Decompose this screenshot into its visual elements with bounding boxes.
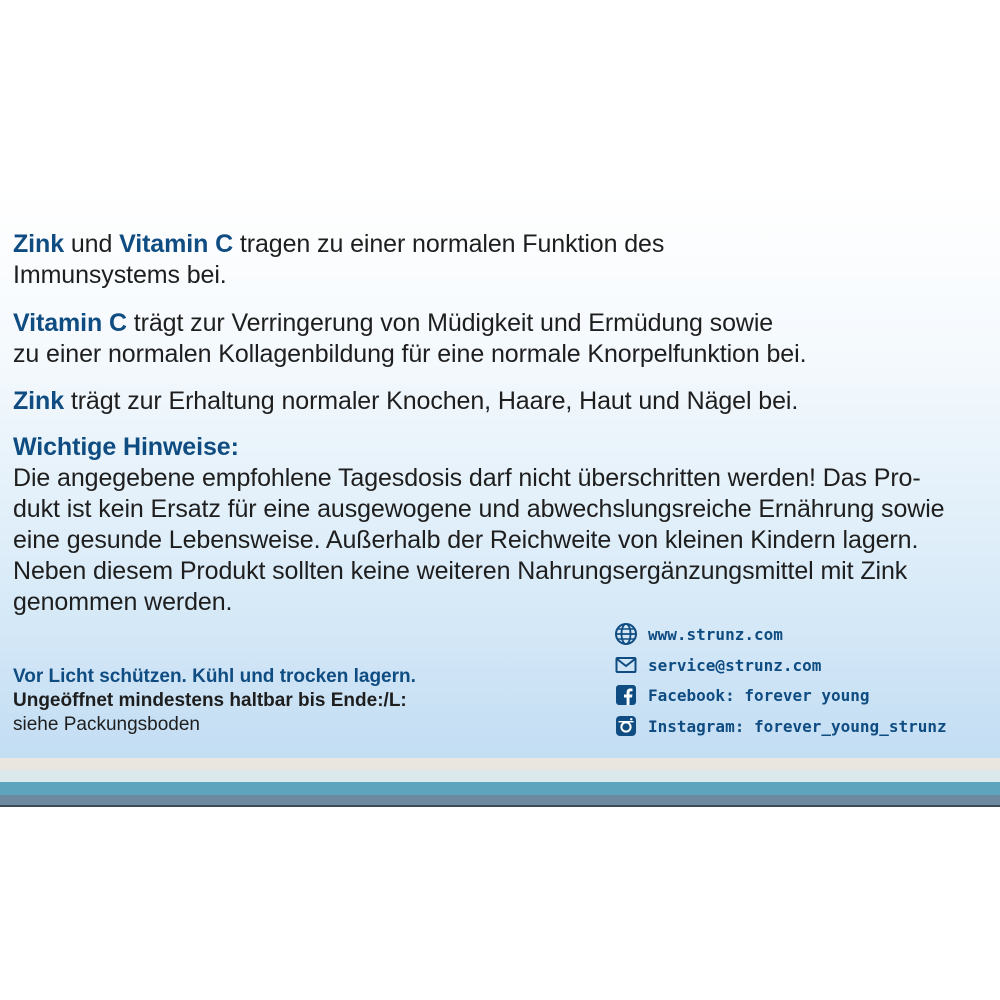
facebook-icon: [614, 683, 638, 707]
instagram-icon: [614, 714, 638, 738]
decorative-stripe-slate: [0, 795, 1000, 805]
contact-facebook[interactable]: [614, 682, 870, 708]
notes-line: Die angegebene empfohlene Tagesdosis darf nicht überschritten werden! Das Pro-: [13, 464, 921, 492]
claim-text: zu einer normalen Kollagenbildung für eine normale Knorpelfunktion bei.: [13, 340, 807, 368]
contact-email[interactable]: [614, 652, 821, 678]
decorative-stripe-dark: [0, 805, 1000, 807]
contact-website[interactable]: [614, 621, 783, 647]
claim-zinc: [13, 386, 798, 417]
contact-website-text: www.strunz.com: [648, 624, 783, 644]
contact-instagram[interactable]: [614, 713, 947, 739]
best-before-label: Ungeöffnet mindestens haltbar bis Ende:/L:: [13, 690, 407, 711]
contact-facebook-text: Facebook: forever young: [648, 685, 870, 705]
claim-vitamin-c: [13, 308, 806, 370]
storage-info: [13, 665, 416, 737]
claim-text: und: [64, 230, 120, 258]
contact-instagram-text: Instagram: forever_young_strunz: [648, 716, 947, 736]
notes-line: eine gesunde Lebensweise. Außerhalb der Reichweite von kleinen Kindern lagern.: [13, 526, 919, 554]
notes-line: dukt ist kein Ersatz für eine ausgewogene und abwechslungsreiche Ernährung sowie: [13, 495, 945, 523]
notes-line: Neben diesem Produkt sollten keine weiteren Nahrungsergänzungsmittel mit Zink: [13, 557, 908, 585]
globe-icon: [614, 622, 638, 646]
claim-text: Immunsystems bei.: [13, 261, 227, 289]
envelope-icon: [614, 653, 638, 677]
storage-instruction: Vor Licht schützen. Kühl und trocken lagern.: [13, 666, 416, 687]
notes-heading: Wichtige Hinweise:: [13, 433, 239, 461]
claim-text: tragen zu einer normalen Funktion des: [233, 230, 665, 258]
notes-line: genommen werden.: [13, 588, 233, 616]
contact-email-text: service@strunz.com: [648, 655, 822, 675]
claim-keyword: Zink: [13, 230, 64, 258]
claim-keyword: Vitamin C: [119, 230, 234, 258]
claim-keyword: Vitamin C: [13, 309, 127, 337]
claim-text: trägt zur Erhaltung normaler Knochen, Haare, Haut und Nägel bei.: [64, 387, 799, 415]
decorative-stripe-cream: [0, 758, 1000, 770]
decorative-stripe-teal: [0, 782, 1000, 795]
claim-keyword: Zink: [13, 387, 64, 415]
important-notes: [13, 432, 944, 618]
claim-text: trägt zur Verringerung von Müdigkeit und Ermüdung sowie: [126, 309, 774, 337]
decorative-stripe-light: [0, 770, 1000, 782]
best-before-value: siehe Packungsboden: [13, 714, 200, 735]
claim-zinc-vitamin-c: [13, 229, 664, 291]
